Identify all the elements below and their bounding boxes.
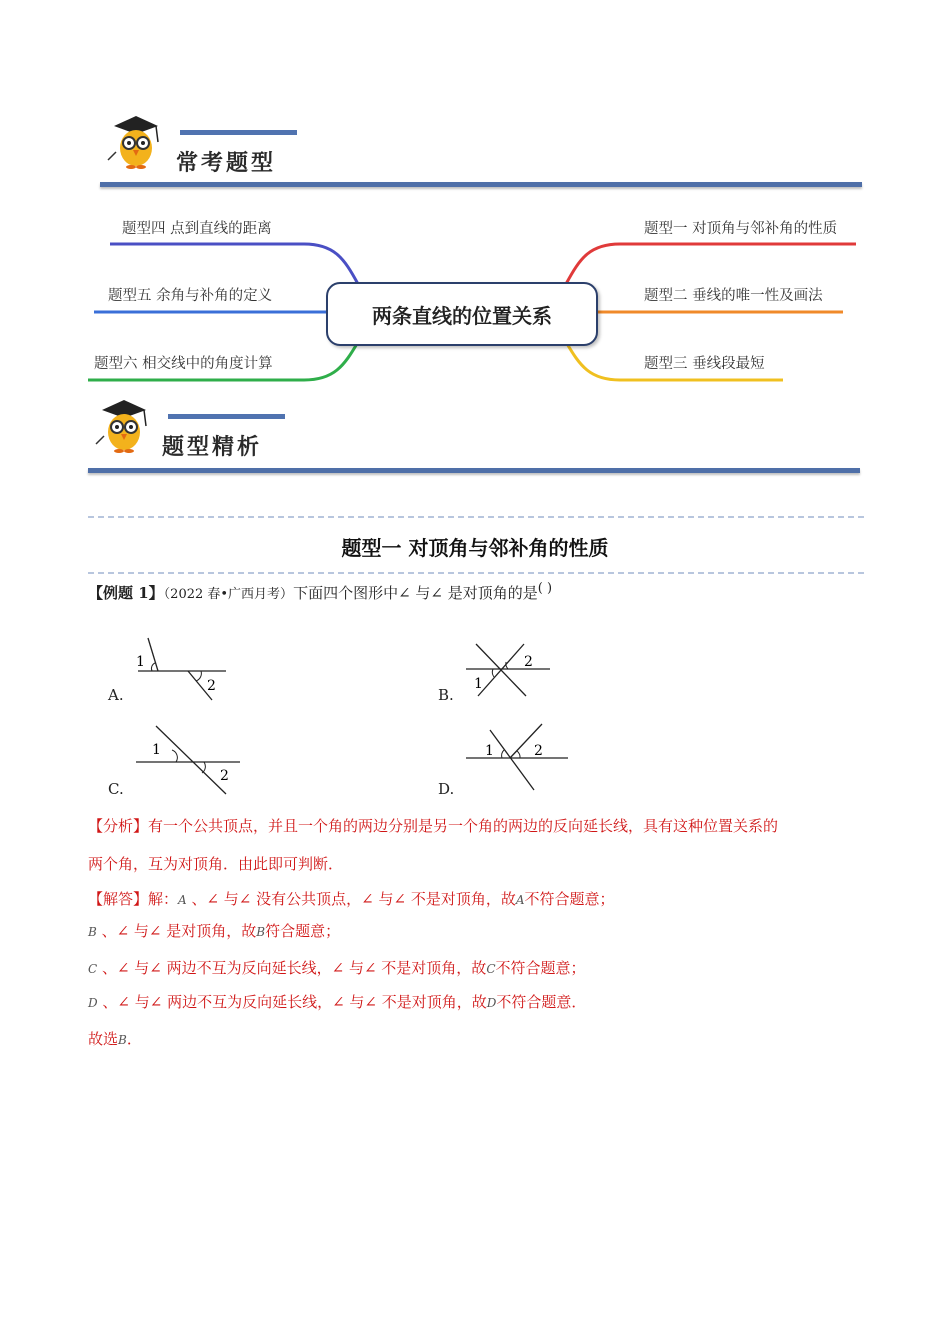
angle-2-label: 2 [524, 654, 533, 670]
answer-line-2: B 、∠ 与∠ 是对顶角，故B符合题意； [88, 922, 341, 940]
question-line [88, 582, 552, 603]
header-long-bar [88, 468, 860, 473]
angle-1-label: 1 [136, 654, 145, 670]
divider-top [88, 516, 864, 518]
analysis-line-1 [88, 815, 778, 836]
header-section-2 [0, 392, 950, 492]
mindmap-center-topic: 两条直线的位置关系 [326, 282, 598, 346]
question-source: （2022 春•广西月考） [163, 587, 294, 602]
figure-option-a [130, 630, 240, 710]
angle-1-label: 1 [474, 676, 483, 692]
option-b-label: B. [438, 686, 454, 704]
option-a-label: A. [108, 686, 124, 704]
mindmap-right-item-3: 题型三 垂线段最短 [644, 356, 765, 372]
angle-2-label: 2 [220, 768, 229, 784]
mindmap-right-item-2: 题型二 垂线的唯一性及画法 [644, 288, 823, 304]
mindmap-left-item-3: 题型六 相交线中的角度计算 [94, 356, 273, 372]
section-title: 题型一 对顶角与邻补角的性质 [341, 536, 609, 560]
option-d-label: D. [438, 780, 455, 798]
question-tag: 【例题 1】 [88, 584, 164, 602]
branch-right-1 [566, 244, 856, 284]
header-title: 常考题型 [176, 150, 277, 176]
figure-option-d [460, 720, 572, 796]
answer-paren: ( ) [537, 581, 553, 596]
angle-2-label: 2 [534, 743, 543, 759]
angle-1-label: 1 [152, 742, 161, 758]
analysis-text-1: 有一个公共顶点，并且一个角的两边分别是另一个角的两边的反向延长线，具有这种位置关系的 [148, 817, 779, 835]
angle-2-label: 2 [207, 678, 216, 694]
answer-letter-d: D [88, 996, 98, 1010]
option-c-label: C. [108, 780, 124, 798]
figure-option-b [460, 636, 560, 706]
analysis-line-2 [88, 853, 343, 874]
answer-line-3: C 、∠ 与∠ 两边不互为反向延长线，∠ 与∠ 不是对顶角，故C不符合题意； [88, 959, 586, 977]
answer-line-1: 【解答】解：A 、∠ 与∠ 没有公共顶点，∠ 与∠ 不是对顶角，故A不符合题意； [88, 890, 615, 908]
figure-option-c [130, 722, 250, 798]
question-text-b: 与∠ [415, 584, 448, 602]
answer-line-4: D 、∠ 与∠ 两边不互为反向延长线，∠ 与∠ 不是对顶角，故D不符合题意． [88, 993, 587, 1011]
analysis-tag: 【分析】 [88, 817, 149, 835]
owl-mascot-icon [94, 396, 154, 456]
answer-letter-b: B [88, 925, 97, 939]
answer-letter-a: A [178, 893, 187, 907]
question-text-c: 是对顶角的是 [447, 584, 538, 602]
answer-letter-c: C [88, 962, 98, 976]
divider-bottom [88, 572, 864, 574]
branch-left-1 [110, 244, 358, 284]
header-short-bar [168, 414, 285, 419]
mindmap-left-item-2: 题型五 余角与补角的定义 [108, 288, 273, 304]
header-title: 题型精析 [162, 434, 263, 460]
answer-line-5: 故选B． [88, 1030, 142, 1048]
question-text-a: 下面四个图形中∠ [293, 584, 416, 602]
answer-tag: 【解答】 [88, 890, 149, 908]
mindmap-right-item-1: 题型一 对顶角与邻补角的性质 [644, 221, 838, 237]
analysis-text-2: 两个角，互为对顶角．由此即可判断． [88, 855, 344, 873]
mindmap-left-item-1: 题型四 点到直线的距离 [122, 221, 272, 237]
angle-1-label: 1 [485, 743, 494, 759]
